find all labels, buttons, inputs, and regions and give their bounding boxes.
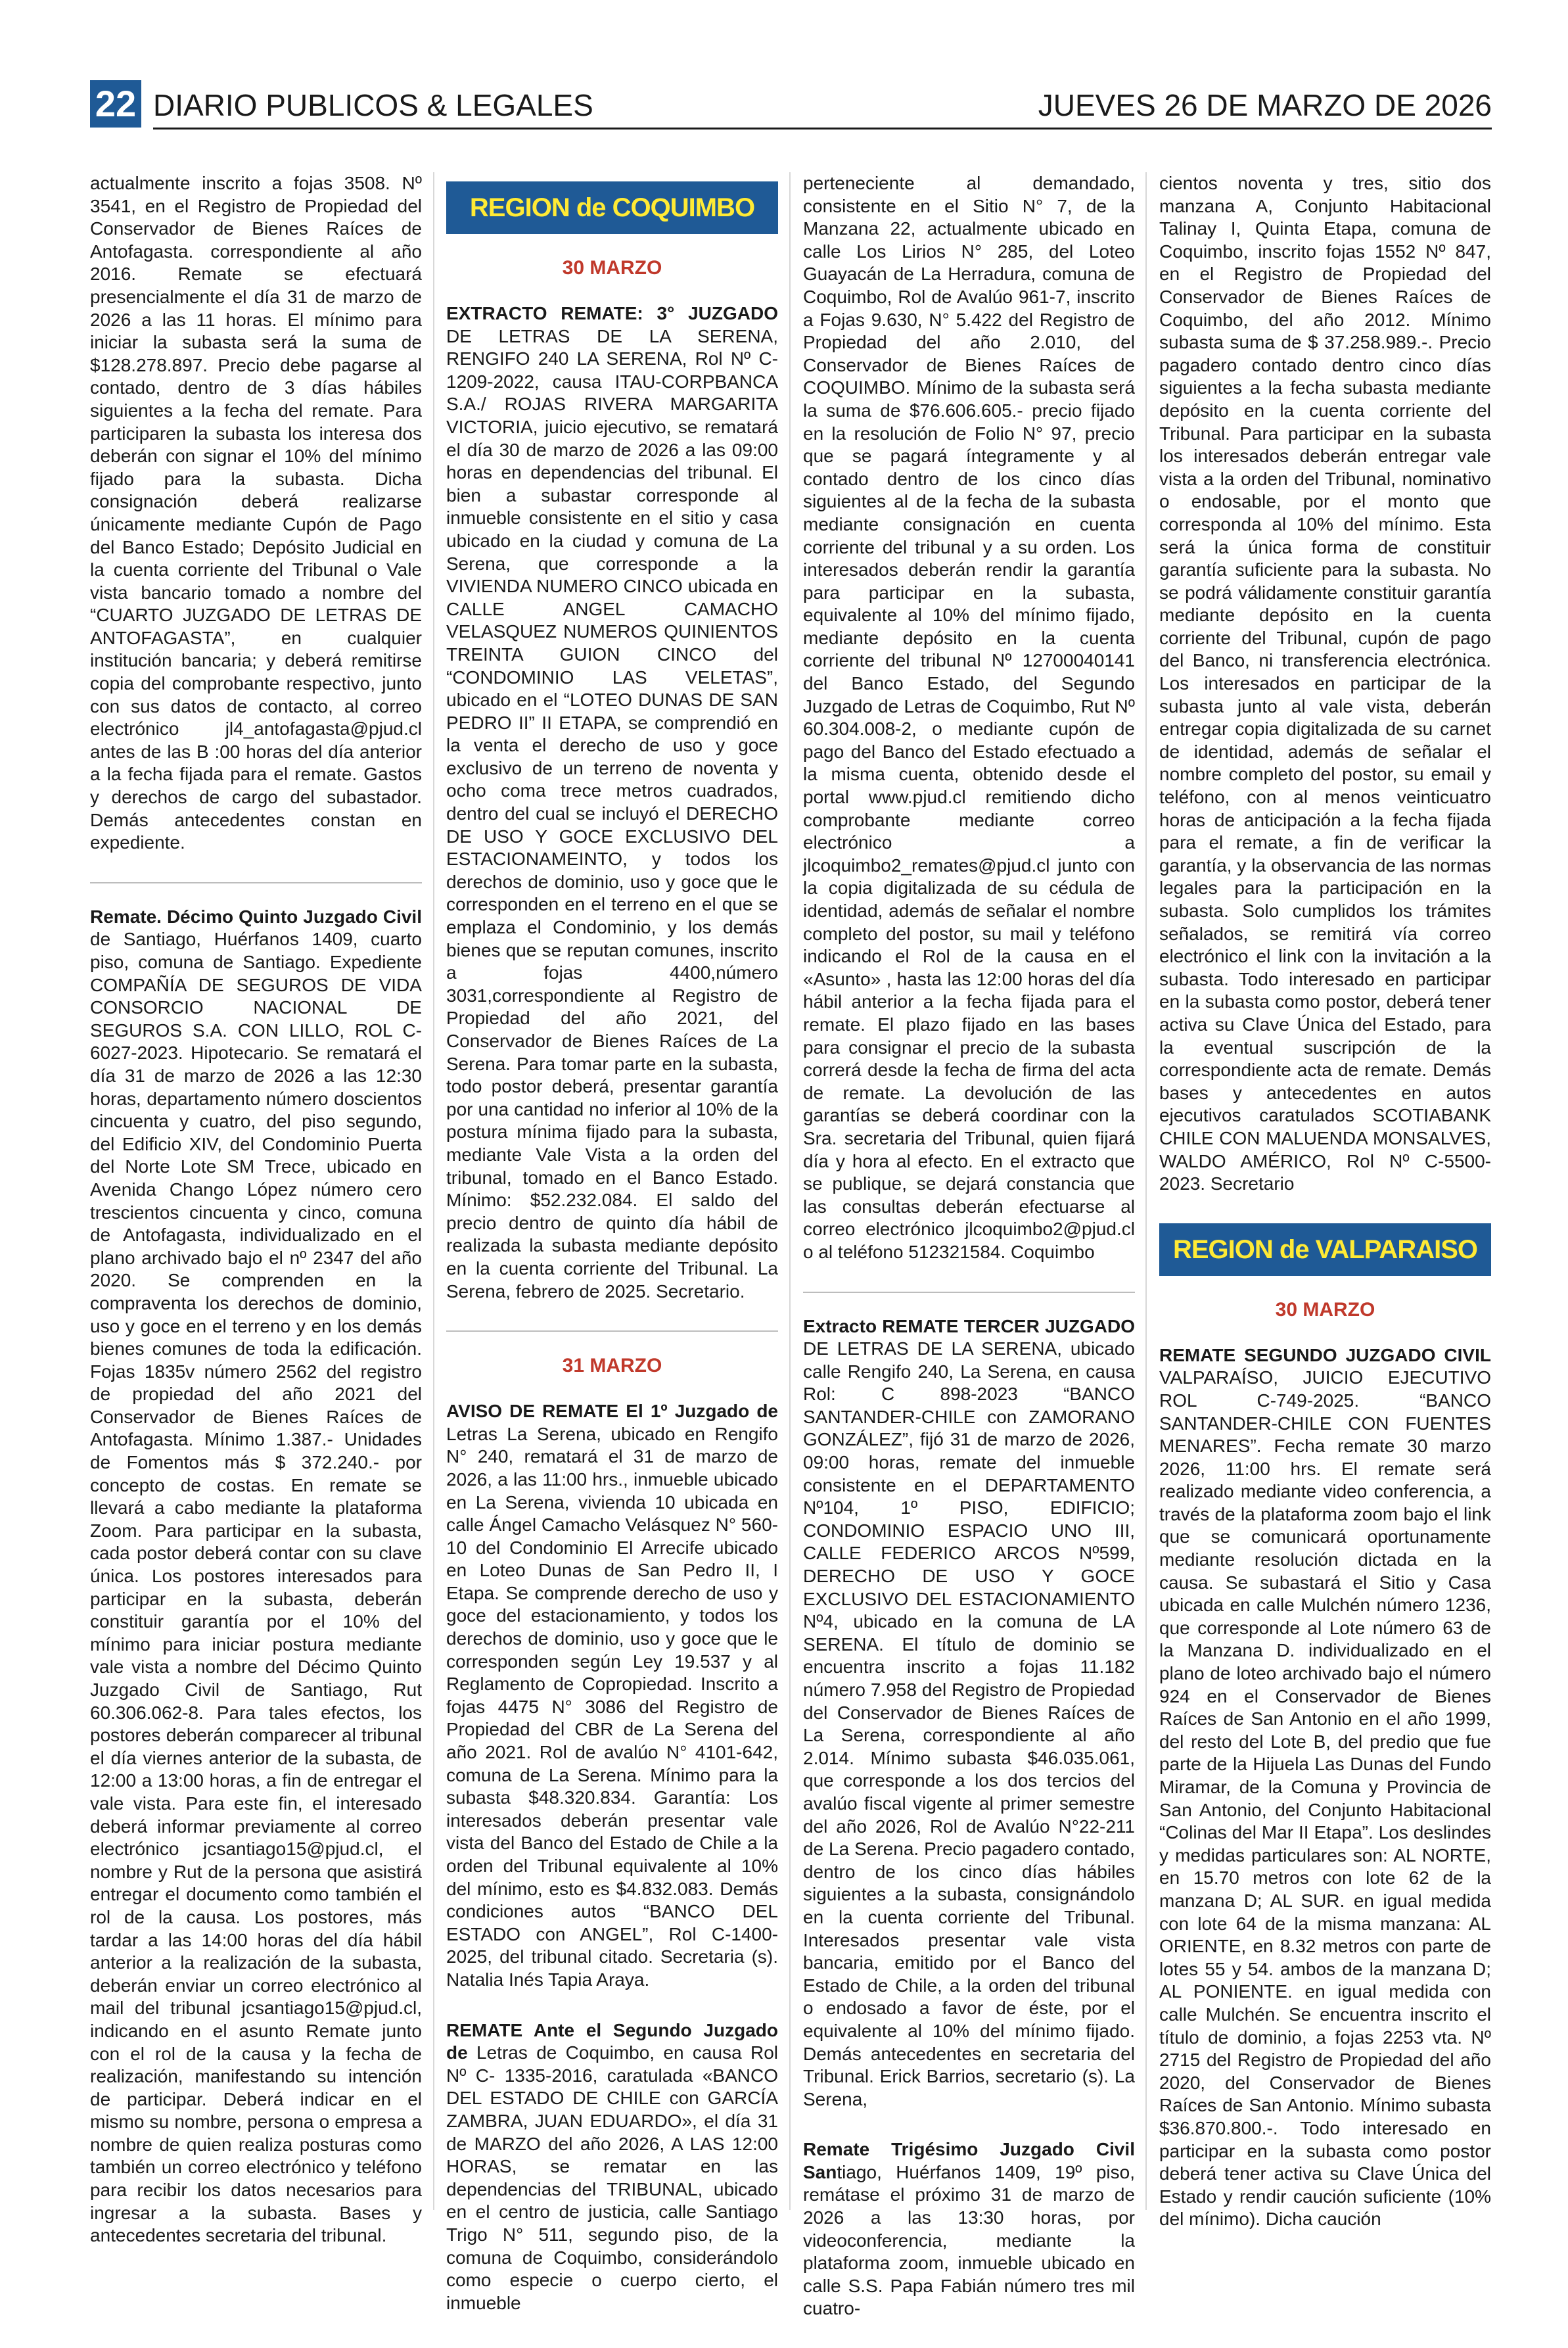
notice-text: Letras La Serena, ubicado en Rengifo N° 240, rematará el 31 de marzo de 2026, a las 11:00 hrs., inmueble ubicado en La Serena, vivienda 10 ubicada en calle Ángel Camacho Velásquez N° 560-10 del Condominio El Arrecife ubicado en Loteo Dunas de San Pedro II, I Etapa. Se comprende derecho de uso y goce del estacionamiento, y todos los derechos de dominio, uso y goce que le corresponden según Ley 19.537 y al Reglamento de Copropiedad. Inscrito a fojas 4475 N° 3086 del Registro de Propiedad del CBR de La Serena del año 2021. Rol de avalúo N° 4101-642, comuna de La Serena. Mínimo para la subasta $48.320.834. Garantía: Los interesados deberán presentar vale vista del Banco del Estado de Chile a la orden del Tribunal equivalente al 10% del mínimo, esto es $4.832.083. Demás condiciones autos “BANCO DEL ESTADO con ANGEL”, Rol C-1400-2025, del tribunal citado. Secretaria (s). Natalia Inés Tapia Araya. bbox=[446, 1423, 778, 1990]
notice-lead: EXTRACTO REMATE: 3° JUZGADO bbox=[446, 303, 778, 323]
notice-text: actualmente inscrito a fojas 3508. Nº 3541, en el Registro de Propiedad del Conservador de Bienes Raíces de Antofagasta. correspondiente al año 2016. Remate se efectuará presencialmente el día 31 de marzo de 2026 a las 11 horas. El mínimo para iniciar la subasta será la suma de $128.278.897. Precio debe pagarse al contado, dentro de 3 días hábiles siguientes a la fecha del remate. Para participaren la subasta los interesa dos deberán con signar el 10% del mínimo fijado para la subasta. Dicha consignación deberá realizarse únicamente mediante Cupón de Pago del Banco Estado; Depósito Judicial en la cuenta corriente del Tribunal o Vale vista bancario tomado a nombre del “CUARTO JUZGADO DE LETRAS DE ANTOFAGASTA”, en cualquier institución bancaria; y deberá remitirse copia del comprobante respectivo, junto con sus datos de contacto, al correo electrónico jl4_antofagasta@pjud.cl antes de las B :00 horas del día anterior a la fecha fijada para el remate. Gastos y derechos de cargo del subastador. Demás antecedentes constan en expediente. bbox=[90, 173, 422, 853]
notice-text: DE LETRAS DE LA SERENA, RENGIFO 240 LA SERENA, Rol Nº C-1209-2022, causa ITAU-CORPBANCA S.A./ ROJAS RIVERA MARGARITA VICTORIA, juicio ejecutivo, se rematará el día 30 de marzo de 2026 a las 09:00 horas en dependencias del tribunal. El bien a subastar corresponde al inmueble consistente en el sitio y casa ubicado en la ciudad y comuna de La Serena, que corresponde a la VIVIENDA NUMERO CINCO ubicada en CALLE ANGEL CAMACHO VELASQUEZ NUMEROS QUINIENTOS TREINTA GUION CINCO del “CONDOMINIO LAS VELETAS”, ubicado en el “LOTEO DUNAS DE SAN PEDRO II” II ETAPA, se comprendió en la venta el derecho de uso y goce exclusivo de un terreno de noventa y ocho coma trece metros cuadrados, dentro del cual se incluyó el DERECHO DE USO Y GOCE EXCLUSIVO DEL ESTACIONAMEINTO, y todos los derechos de dominio, uso y goce que le corresponden en el terreno en el que se emplaza el Condominio, y los demás bienes que se reputan comunes, inscrito a fojas 4400,número 3031,correspondiente al Registro de Propiedad del año 2021, del Conservador de Bienes Raíces de La Serena. Para tomar parte en la subasta, todo postor deberá, presentar garantía por una cantidad no inferior al 10% de la postura mínima fijado para la subasta, mediante Vale Vista a la orden del tribunal, tomado en el Banco Estado. Mínimo: $52.232.084. El saldo del precio dentro de quinto día hábil de realizada la subasta mediante depósito en la cuenta corriente del Tribunal. La Serena, febrero de 2025. Secretario. bbox=[446, 325, 778, 1302]
legal-notice bbox=[1159, 172, 1491, 1196]
notice-separator bbox=[446, 1330, 778, 1332]
notice-text: tiago, Huérfanos 1409, 19º piso, remátase el próximo 31 de marzo de 2026 a las 13:30 horas, por videoconferencia, mediante la plataforma zoom, inmueble ubicado en calle S.S. Papa Fabián número tres mil cuatro- bbox=[803, 2161, 1135, 2319]
notice-lead: Remate Trigésimo Juzgado Civil San bbox=[803, 2139, 1135, 2182]
section-date: 30 MARZO bbox=[562, 257, 662, 279]
legal-notice bbox=[446, 1400, 778, 1991]
legal-notice bbox=[803, 172, 1135, 1264]
column-3 bbox=[803, 172, 1135, 2348]
notice-lead: AVISO DE REMATE El 1º Juzgado de bbox=[446, 1401, 778, 1422]
legal-notice bbox=[446, 2019, 778, 2315]
legal-notice bbox=[803, 2138, 1135, 2320]
notice-lead: Extracto REMATE TERCER JUZGADO bbox=[803, 1315, 1135, 1336]
notice-text: de Santiago, Huérfanos 1409, cuarto piso, comuna de Santiago. Expediente COMPAÑÍA DE SEGUROS DE VIDA CONSORCIO NACIONAL DE SEGUROS S.A. CON LILLO, ROL C-6027-2023. Hipotecario. Se rematará el día 31 de marzo de 2026 a las 12:30 horas, departamento número doscientos cincuenta y cuatro, del piso segundo, del Edificio XIV, del Condominio Puerta del Norte Lote SM Trece, ubicado en Avenida Chango López número cero trescientos cincuenta y cinco, comuna de Antofagasta, individualizado en el plano archivado bajo el nº 2347 del año 2020. Se comprenden en la compraventa los derechos de dominio, uso y goce en el terreno y en los demás bienes comunes de toda la edificación. Fojas 1835v número 2562 del registro de propiedad del año 2021 del Conservador de Bienes Raíces de Antofagasta. Mínimo 1.387.- Unidades de Fomentos más $ 372.240.- por concepto de costas. En remate se llevará a cabo mediante la plataforma Zoom. Para participar en la subasta, cada postor deberá contar con su clave única. Los postores interesados para participar en la subasta, deberán constituir garantía por el 10% del mínimo para iniciar postura mediante vale vista a nombre del Décimo Quinto Juzgado Civil de Santiago, Rut 60.306.062-8. Para tales efectos, los postores deberán comparecer al tribunal el día viernes anterior de la subasta, de 12:00 a 13:00 horas, a fin de entregar el vale vista. Para este fin, el interesado deberá informar previamente al correo electrónico jcsantiago15@pjud.cl, el nombre y Rut de la persona que asistirá entregar el documento como también el rol de la causa. Los postores, más tardar a las 14:00 horas del día hábil anterior a la realización de la subasta, deberán enviar un correo electrónico al mail del tribunal jcsantiago15@pjud.cl, indicando en el asunto Remate junto con el rol de la causa y la fecha de realización, manifestando su intención de participar. Deberá indicar en el mismo su nombre, persona o empresa a nombre de quien realiza posturas como también un correo electrónico y teléfono para recibir los datos necesarios para ingresar a la subasta. Bases y antecedentes secretaria del tribunal. bbox=[90, 929, 422, 2246]
column-2 bbox=[446, 172, 778, 2342]
issue-date: JUEVES 26 DE MARZO DE 2026 bbox=[1038, 88, 1492, 122]
notice-separator bbox=[90, 882, 422, 883]
notice-text: perteneciente al demandado, consistente en el Sitio N° 7, de la Manzana 22, actualmente ubicado en calle Los Lirios N° 285, del Loteo Guayacán de La Herradura, comuna de Coquimbo, Rol de Avalúo 961-7, inscrito a Fojas 9.630, N° 5.422 del Registro de Propiedad del año 2.010, del Conservador de Bienes Raíces de COQUIMBO. Mínimo de la subasta será la suma de $76.606.605.- precio fijado en la resolución de Folio N° 97, precio que se pagará íntegramente y al contado dentro de los cinco días siguientes al de la fecha de la subasta mediante consignación en cuenta corriente del tribunal y a su orden. Los interesados deberán rendir la garantía para participar en la subasta, equivalente al 10% del mínimo fijado, mediante depósito en la cuenta corriente del tribunal Nº 12700040141 del Banco Estado, del Segundo Juzgado de Letras de Coquimbo, Rut Nº 60.304.008-2, o mediante cupón de pago del Banco del Estado efectuado a la misma cuenta, obtenido desde el portal www.pjud.cl remitiendo dicho comprobante mediante correo electrónico a jlcoquimbo2_remates@pjud.cl junto con la copia digitalizada de su cédula de identidad, además de señalar el nombre completo del postor, su mail y teléfono indicando el Rol de la causa en el «Asunto» , hasta las 12:00 horas del día hábil anterior a la fecha fijada para el remate. El plazo fijado en las bases para consignar el precio de la subasta correrá desde la fecha de firma del acta de remate. La devolución de las garantías se deberá coordinar con la Sra. secretaria del Tribunal, quien fijará día y hora al efecto. En el extracto que se publique, se dejará constancia que las consultas deberán efectuarse al correo electrónico jlcoquimbo2@pjud.cl o al teléfono 512321584. Coquimbo bbox=[803, 173, 1135, 1262]
section-date: 30 MARZO bbox=[1275, 1298, 1375, 1321]
legal-notice bbox=[803, 1315, 1135, 2111]
legal-notice bbox=[90, 906, 422, 2247]
column-divider bbox=[1145, 172, 1147, 2210]
column-1 bbox=[90, 172, 422, 2275]
section-date: 31 MARZO bbox=[562, 1355, 662, 1377]
notice-lead: REMATE Ante el Segundo Juzgado de bbox=[446, 2019, 778, 2063]
legal-notice bbox=[1159, 1344, 1491, 2231]
column-divider bbox=[433, 172, 434, 2210]
region-banner-coquimbo: REGION de COQUIMBO bbox=[446, 181, 778, 234]
notice-lead: REMATE SEGUNDO JUZGADO CIVIL bbox=[1159, 1344, 1491, 1365]
notice-text: VALPARAÍSO, JUICIO EJECUTIVO ROL C-749-2025. “BANCO SANTANDER-CHILE CON FUENTES MENARES”. Fecha remate 30 marzo 2026, 11:00 hrs. El remate será realizado mediante video conferencia, a través de la plataforma zoom bajo el link que se comunicará oportunamente mediante resolución dictada en la causa. Se subastará el Sitio y Casa ubicada en calle Mulchén número 1236, que corresponde al Lote número 63 de la Manzana D. individualizado en el plano de loteo archivado bajo el número 924 en el Conservador de Bienes Raíces de San Antonio en el año 1999, del resto del Lote B, del predio que fue parte de la Hijuela Las Dunas del Fundo Miramar, de la Comuna y Provincia de San Antonio, del Conjunto Habitacional “Colinas del Mar II Etapa”. Los deslindes y medidas particulares son: AL NORTE, en 15.70 metros con lote 62 de la manzana D; AL SUR. en igual medida con lote 64 de la misma manzana: AL ORIENTE, en 8.32 metros con parte de lotes 55 y 54. ambos de la manzana D; AL PONIENTE. en igual medida con calle Mulchén. Se encuentra inscrito el título de dominio, a fojas 2253 vta. Nº 2715 del Registro de Propiedad del año 2020, del Conservador de Bienes Raíces de San Antonio. Mínimo subasta $36.870.800.-. Todo interesado en participar en la subasta como postor deberá tener activa su Clave Única del Estado y rendir caución suficiente (10% del mínimo). Dicha caución bbox=[1159, 1367, 1491, 2230]
legal-notice bbox=[90, 172, 422, 855]
page-header bbox=[90, 78, 1492, 129]
region-banner-valparaiso: REGION de VALPARAISO bbox=[1159, 1223, 1491, 1276]
notice-lead: Remate. Décimo Quinto Juzgado Civil bbox=[90, 906, 422, 927]
legal-notice bbox=[446, 302, 778, 1303]
column-4 bbox=[1159, 172, 1491, 2259]
notice-text: cientos noventa y tres, sitio dos manzana A, Conjunto Habitacional Talinay I, Quinta Etapa, comuna de Coquimbo, inscrito fojas 1552 Nº 847, en el Registro de Propiedad del Conservador de Bienes Raíces de Coquimbo, del año 2012. Mínimo subasta suma de $ 37.258.989.-. Precio pagadero contado dentro cinco días siguientes a la fecha subasta mediante depósito en la cuenta corriente del Tribunal. Para participar en la subasta los interesados deberán entregar vale vista a la orden del Tribunal, nominativo o endosable, por el monto que corresponda al 10% del mínimo. Esta será la única forma de constituir garantía suficiente para la subasta. No se podrá válidamente constituir garantía mediante depósito en la cuenta corriente del Tribunal, cupón de pago del Banco, ni transferencia electrónica. Los interesados en participar de la subasta junto al vale vista, deberán entregar copia digitalizada de su carnet de identidad, además de señalar el nombre completo del postor, su email y teléfono, con al menos veinticuatro horas de anticipación a la fecha fijada para el remate, a fin de verificar la garantía, y la observancia de las normas legales para la participación en la subasta. Solo cumplidos los trámites señalados, se remitirá vía correo electrónico el link con la invitación a la subasta. Todo interesado en participar en la subasta como postor, deberá tener activa su Clave Única del Estado, para la eventual suscripción de la correspondiente acta de remate. Demás bases y antecedentes en autos ejecutivos caratulados SCOTIABANK CHILE CON MALUENDA MONSALVES, WALDO AMÉRICO, Rol Nº C-5500-2023. Secretario bbox=[1159, 173, 1491, 1194]
publication-title: DIARIO PUBLICOS & LEGALES bbox=[153, 88, 593, 122]
column-divider bbox=[789, 172, 791, 2210]
notice-text: Letras de Coquimbo, en causa Rol Nº C- 1335-2016, caratulada «BANCO DEL ESTADO DE CHILE con GARCÍA ZAMBRA, JUAN EDUARDO», el día 31 de MARZO del año 2026, A LAS 12:00 HORAS, se rematar en las dependencias del TRIBUNAL, ubicado en el centro de justicia, calle Santiago Trigo N° 511, segundo piso, de la comuna de Coquimbo, considerándolo como especie o cuerpo cierto, el inmueble bbox=[446, 2042, 778, 2313]
header-rule bbox=[153, 128, 1492, 129]
page-number: 22 bbox=[90, 80, 141, 128]
notice-separator bbox=[803, 1292, 1135, 1293]
notice-text: DE LETRAS DE LA SERENA, ubicado calle Rengifo 240, La Serena, en causa Rol: C 898-2023 “BANCO SANTANDER-CHILE con ZAMORANO GONZÁLEZ”, fijó 31 de marzo de 2026, 09:00 horas, remate del inmueble consistente en el DEPARTAMENTO Nº104, 1º PISO, EDIFICIO; CONDOMINIO ESPACIO UNO III, CALLE FEDERICO ARCOS Nº599, DERECHO DE USO Y GOCE EXCLUSIVO DEL ESTACIONAMIENTO Nº4, ubicado en la comuna de LA SERENA. El título de dominio se encuentra inscrito a fojas 11.182 número 7.958 del Registro de Propiedad del Conservador de Bienes Raíces de La Serena, correspondiente al año 2.014. Mínimo subasta $46.035.061, que corresponde a los dos tercios del avalúo fiscal vigente al primer semestre del año 2026, Rol de Avalúo N°22-211 de La Serena. Precio pagadero contado, dentro de los cinco días hábiles siguientes a la subasta, consignándolo en la cuenta corriente del Tribunal. Interesados presentar vale vista bancaria, emitido por el Banco del Estado de Chile, a la orden del tribunal o endosado a favor de éste, por el equivalente al 10% del mínimo fijado. Demás antecedentes en secretaria del Tribunal. Erick Barrios, secretario (s). La Serena, bbox=[803, 1338, 1135, 2109]
